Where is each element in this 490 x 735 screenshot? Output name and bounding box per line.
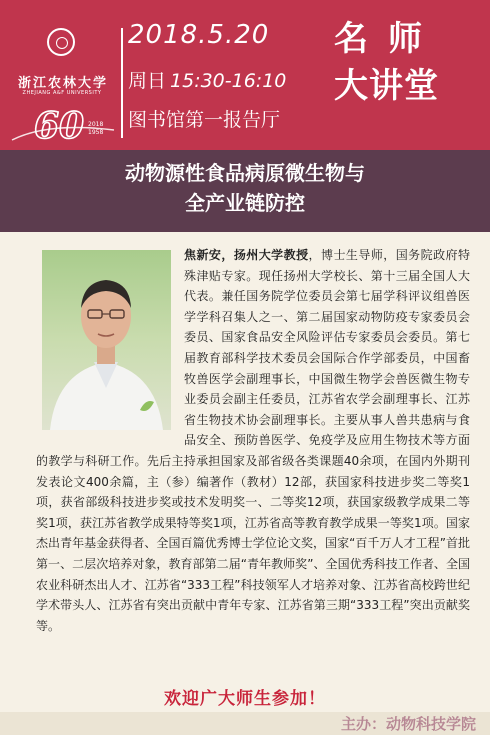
talk-title bbox=[0, 158, 490, 218]
event-time: 15:30-16:10 bbox=[170, 70, 287, 92]
university-logo bbox=[6, 14, 118, 147]
event-time-line bbox=[128, 66, 286, 93]
event-weekday: 周日 bbox=[128, 70, 167, 92]
series-title bbox=[334, 20, 474, 106]
svg-text:2018: 2018 bbox=[88, 121, 104, 128]
event-date: 2018.5.20 bbox=[128, 20, 270, 50]
speaker-bio-text: ，博士生导师，国务院政府特殊津贴专家。现任扬州大学校长、第十三届全国人大代表。兼任国务院学位委员会第七届学科评议组兽医学学科召集人之一、第二届国家动物防疫专家委员会委员、国家食品安全风险评估专家委员会委员。第七届教育部科学技术委员会国际合作学部委员，中国畜牧兽医学会副理事长，中国微生物学会兽医微生物专业委员会副主任委员，江苏省农学会副理事长、江苏省生物技术协会副理事长。主要从事人兽共患病与食品安全、预防兽医学、免疫学及应用生物技术等方面的教学与科研工作。先后主持承担国家及部省级各类课题40余项，在国内外期刊发表论文400余篇，主（参）编著作（教材）12部，获国家科技进步奖二等奖1项，获省部级科技进步奖或技术发明奖一、二等奖12项，获国家级教学成果二等奖1项，获江苏省教学成果特等奖1项，江苏省高等教育教学成果一等奖1项。国家杰出青年基金获得者、全国百篇优秀博士学位论文奖，国家“百千万人才工程”首批第一、二层次培养对象，教育部第二届“青年教师奖”、全国优秀科技工作者、全国农业科研杰出人才、江苏省“333工程”科技领军人才培养对象、江苏省高校跨世纪学术带头人、江苏省有突出贡献中青年专家、江苏省第三期“333工程”突出贡献奖等。 bbox=[36, 248, 470, 633]
university-seal-icon bbox=[47, 28, 75, 56]
talk-title-line1: 动物源性食品病原微生物与 bbox=[125, 161, 365, 185]
anniversary-60-icon bbox=[8, 100, 118, 148]
header-divider bbox=[121, 28, 123, 138]
header-band bbox=[0, 0, 490, 150]
talk-title-line2: 全产业链防控 bbox=[185, 191, 305, 215]
series-title-line1: 名师 bbox=[334, 19, 442, 59]
university-name-en: ZHEJIANG A&F UNIVERSITY bbox=[22, 90, 102, 96]
svg-text:60: 60 bbox=[34, 105, 85, 147]
host-organizer: 主办：动物科技学院 bbox=[340, 715, 476, 733]
event-location: 图书馆第一报告厅 bbox=[128, 109, 281, 131]
series-title-line2: 大讲堂 bbox=[334, 66, 439, 107]
speaker-bio bbox=[36, 245, 470, 636]
photo-spacer bbox=[36, 245, 184, 433]
welcome-message: 欢迎广大师生参加！ bbox=[164, 689, 326, 709]
svg-text:1958: 1958 bbox=[88, 129, 104, 136]
university-name-cn: 浙江农林大学 bbox=[17, 76, 108, 91]
speaker-name-title: 焦新安，扬州大学教授 bbox=[184, 248, 309, 262]
